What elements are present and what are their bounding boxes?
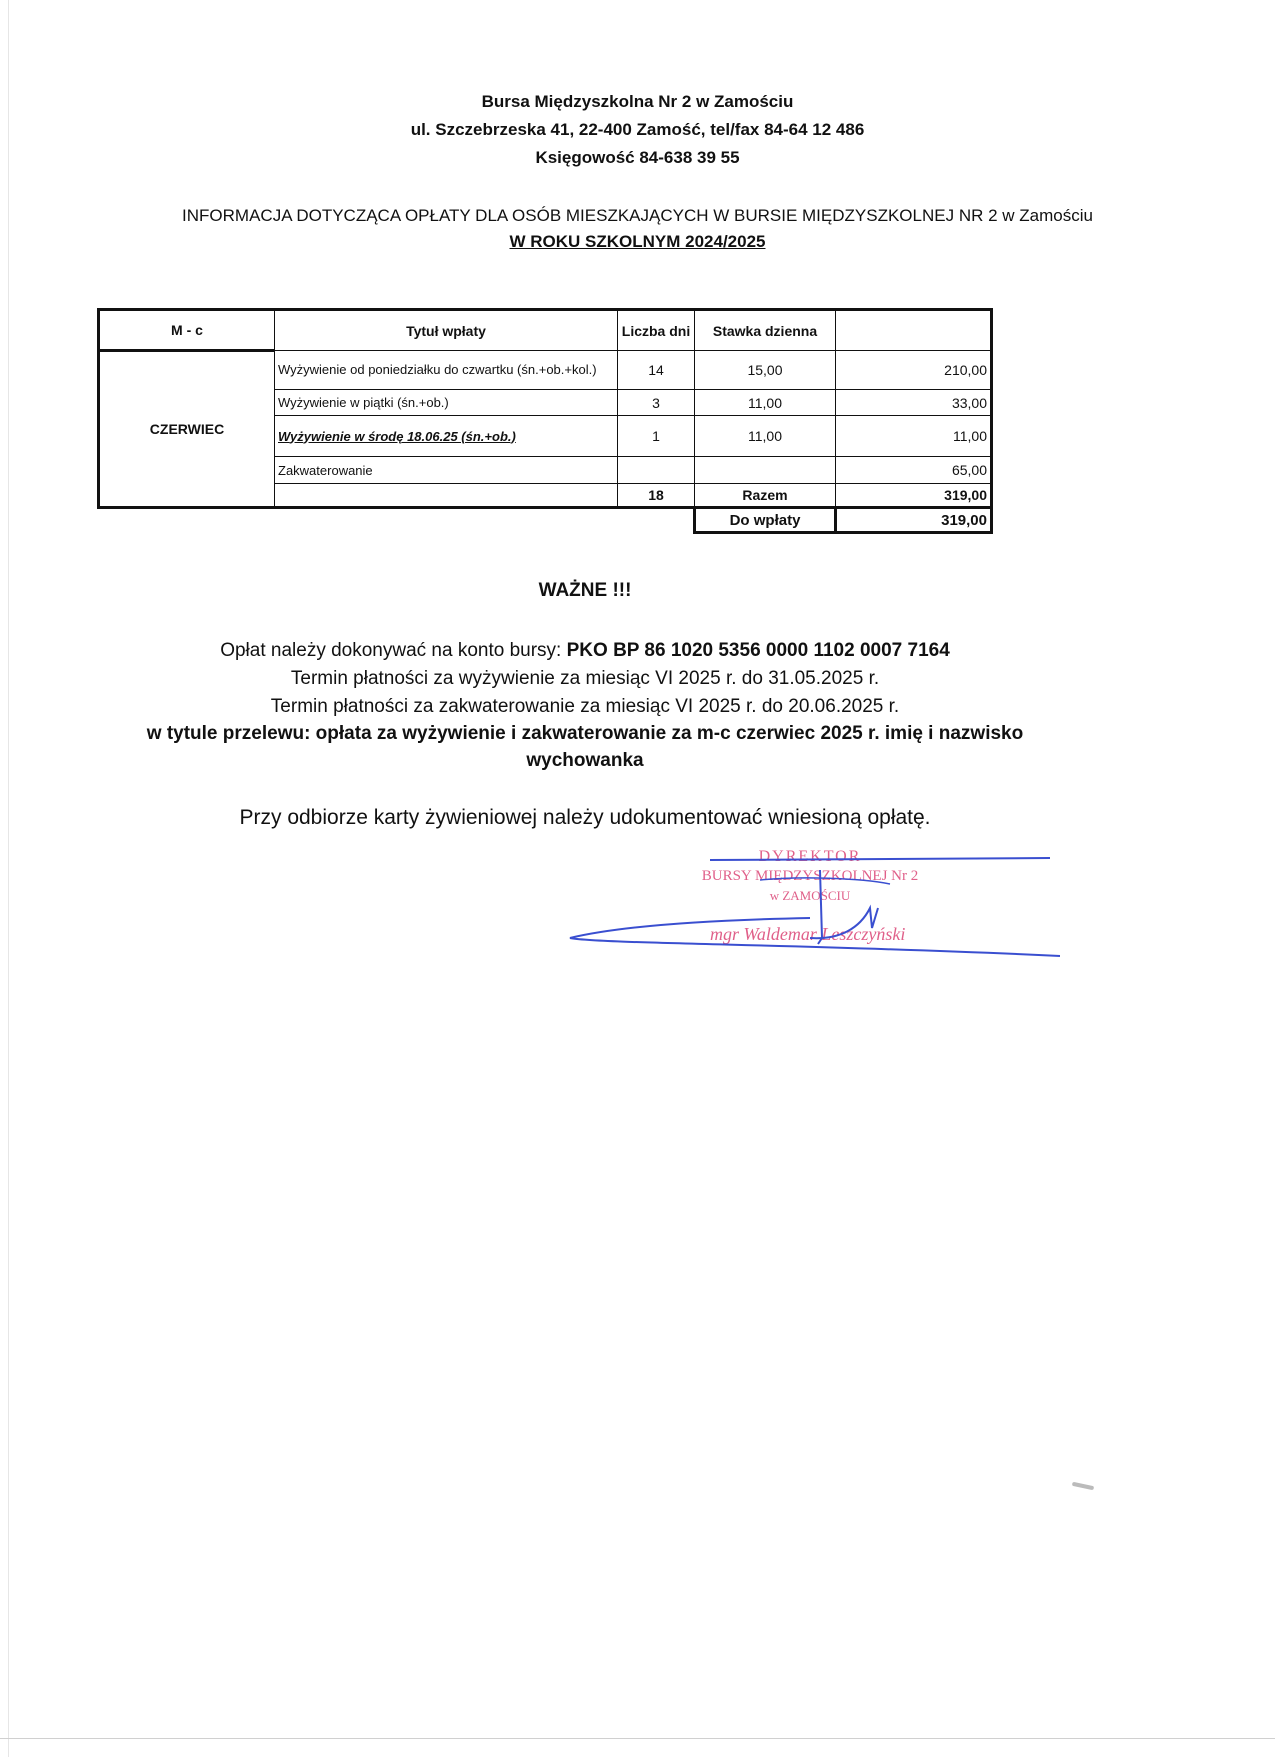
empty-cell — [618, 508, 695, 533]
table-header-row — [99, 310, 992, 351]
stamp-city: w ZAMOŚCIU — [769, 888, 851, 903]
empty-cell — [99, 508, 275, 533]
row-rate: 15,00 — [695, 351, 836, 390]
row-rate: 11,00 — [695, 390, 836, 416]
important-heading: WAŻNE !!! — [538, 580, 632, 601]
row-amount: 33,00 — [836, 390, 992, 416]
row-amount: 65,00 — [836, 457, 992, 484]
row-title: Wyżywienie od poniedziałku do czwartku (śn.+ob.+kol.) — [275, 351, 618, 390]
fees-table — [97, 308, 993, 534]
accounting-phone: Księgowość 84-638 39 55 — [535, 148, 740, 167]
row-amount: 11,00 — [836, 416, 992, 457]
institution-address: ul. Szczebrzeska 41, 22-400 Zamość, tel/fax 84-64 12 486 — [410, 120, 865, 139]
to-pay-row — [99, 508, 992, 533]
header-title: Tytuł wpłaty — [275, 310, 618, 351]
transfer-title-cont: wychowanka — [526, 750, 644, 771]
row-days: 1 — [618, 416, 695, 457]
row-days: 3 — [618, 390, 695, 416]
institution-name: Bursa Międzyszkolna Nr 2 w Zamościu — [481, 92, 794, 111]
total-days: 18 — [618, 484, 695, 508]
director-stamp — [560, 848, 1060, 968]
stamp-title: DYREKTOR — [758, 848, 862, 865]
header-days: Liczba dni — [618, 310, 695, 351]
razem-amount: 319,00 — [836, 484, 992, 508]
stamp-name: mgr Waldemar Leszczyński — [710, 924, 906, 944]
transfer-title: w tytule przelewu: opłata za wyżywienie i zakwaterowanie za m-c czerwiec 2025 r. imię i nazwisko — [146, 723, 1024, 744]
stamp-institution: BURSY MIĘDZYSZKOLNEJ Nr 2 — [701, 868, 919, 884]
row-rate — [695, 457, 836, 484]
month-cell: CZERWIEC — [99, 351, 275, 508]
scan-smudge — [1072, 1482, 1094, 1490]
empty-cell — [275, 508, 618, 533]
row-rate: 11,00 — [695, 416, 836, 457]
school-year: W ROKU SZKOLNYM 2024/2025 — [509, 232, 766, 251]
account-line — [0, 640, 1170, 662]
row-title: Wyżywienie w piątki (śn.+ob.) — [275, 390, 618, 416]
do-wplaty-amount: 319,00 — [836, 508, 992, 533]
card-note: Przy odbiorze karty żywieniowej należy udokumentować wniesioną opłatę. — [239, 806, 931, 829]
scan-edge-bottom — [0, 1738, 1275, 1739]
account-prefix: Opłat należy dokonywać na konto bursy: — [220, 640, 567, 661]
do-wplaty-label: Do wpłaty — [695, 508, 836, 533]
header-rate: Stawka dzienna — [695, 310, 836, 351]
header-amount — [836, 310, 992, 351]
term-accommodation: Termin płatności za zakwaterowanie za miesiąc VI 2025 r. do 20.06.2025 r. — [270, 696, 900, 717]
total-title — [275, 484, 618, 508]
row-days — [618, 457, 695, 484]
account-number: PKO BP 86 1020 5356 0000 1102 0007 7164 — [566, 640, 950, 661]
info-title: INFORMACJA DOTYCZĄCA OPŁATY DLA OSÓB MIESZKAJĄCYCH W BURSIE MIĘDZYSZKOLNEJ NR 2 w Zamościu — [182, 206, 1093, 225]
row-title: Wyżywienie w środę 18.06.25 (śn.+ob.) — [275, 416, 618, 457]
scan-edge-left — [8, 0, 9, 1757]
razem-label: Razem — [695, 484, 836, 508]
row-title: Zakwaterowanie — [275, 457, 618, 484]
table-row — [99, 351, 992, 390]
header-month: M - c — [99, 310, 275, 351]
row-amount: 210,00 — [836, 351, 992, 390]
signature-icon — [560, 848, 1060, 968]
row-days: 14 — [618, 351, 695, 390]
term-food: Termin płatności za wyżywienie za miesiąc VI 2025 r. do 31.05.2025 r. — [290, 668, 880, 689]
